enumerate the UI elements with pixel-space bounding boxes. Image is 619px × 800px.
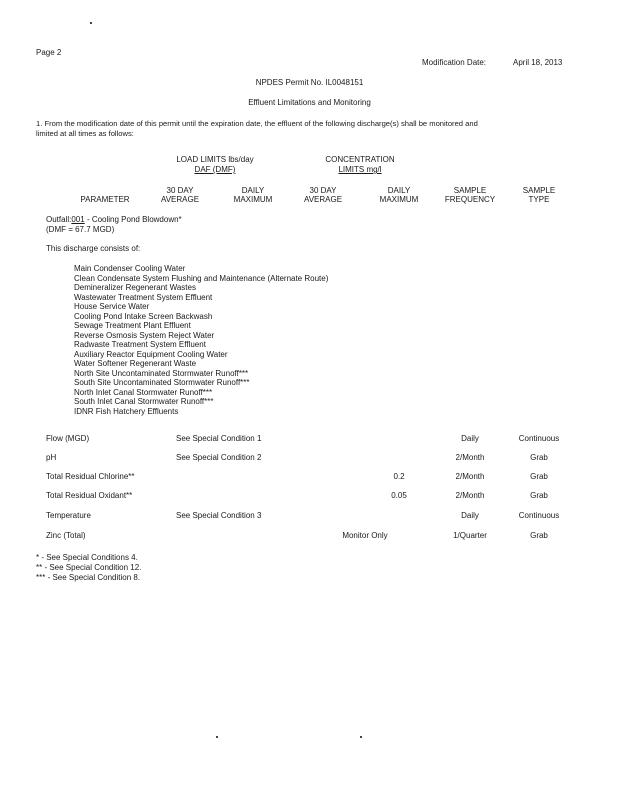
col-load-daily-1: DAILY — [241, 186, 265, 195]
row-parameter: pH — [46, 453, 57, 462]
consists-label: This discharge consists of: — [46, 244, 141, 253]
row-load-note: See Special Condition 1 — [176, 434, 262, 443]
row-type: Continuous — [518, 434, 560, 443]
outfall-dmf: (DMF = 67.7 MGD) — [46, 225, 115, 234]
list-item: Wastewater Treatment System Effluent — [74, 292, 213, 302]
row-conc-max: 0.2 — [393, 472, 405, 481]
col-load-daily-2: MAXIMUM — [233, 195, 273, 204]
list-item: Sewage Treatment Plant Effluent — [74, 321, 191, 330]
col-frequency-1: SAMPLE — [453, 186, 487, 195]
row-type: Grab — [530, 531, 548, 540]
col-load-30day-1: 30 DAY — [166, 186, 194, 195]
row-load-note: See Special Condition 3 — [176, 511, 262, 520]
list-item: North Site Uncontaminated Stormwater Runoff*** — [74, 368, 249, 378]
list-item: Water Softener Regenerant Waste — [74, 359, 197, 368]
list-item: IDNR Fish Hatchery Effluents — [74, 406, 179, 416]
list-item: Clean Condensate System Flushing and Maintenance (Alternate Route) — [74, 273, 329, 283]
permit-number: NPDES Permit No. IL0048151 — [255, 78, 364, 87]
col-parameter: PARAMETER — [80, 195, 130, 204]
row-frequency: Daily — [461, 434, 479, 443]
row-parameter: Total Residual Chlorine** — [46, 472, 135, 481]
list-item: Demineralizer Regenerant Wastes — [74, 283, 196, 292]
scan-speck — [360, 736, 362, 738]
load-limits-heading: LOAD LIMITS lbs/day — [176, 155, 254, 164]
col-type-1: SAMPLE — [522, 186, 556, 195]
row-parameter: Zinc (Total) — [46, 531, 86, 540]
list-item: South Inlet Canal Stormwater Runoff*** — [74, 397, 214, 406]
scan-speck — [90, 22, 92, 24]
row-frequency: 2/Month — [455, 472, 485, 481]
col-load-30day-2: AVERAGE — [160, 195, 200, 204]
row-parameter: Total Residual Oxidant** — [46, 491, 133, 500]
outfall-label: Outfall: — [46, 215, 72, 224]
outfall-name: - Cooling Pond Blowdown* — [86, 215, 182, 224]
outfall-number: 001 — [71, 215, 85, 224]
modification-date: April 18, 2013 — [513, 58, 563, 67]
list-item: North Inlet Canal Stormwater Runoff*** — [74, 387, 213, 397]
row-parameter: Temperature — [46, 511, 91, 520]
outfall-line — [46, 215, 182, 225]
scan-speck — [216, 736, 218, 738]
row-parameter: Flow (MGD) — [46, 434, 90, 443]
row-conc-note: Monitor Only — [342, 531, 388, 540]
page-label: Page 2 — [36, 48, 62, 57]
intro-line-2: limited at all times as follows: — [36, 129, 134, 138]
list-item: Reverse Osmosis System Reject Water — [74, 330, 215, 340]
row-frequency: 2/Month — [455, 491, 485, 500]
load-limits-units: DAF (DMF) — [194, 165, 236, 174]
list-item: Radwaste Treatment System Effluent — [74, 340, 206, 349]
col-conc-daily-1: DAILY — [387, 186, 411, 195]
waste-stream-list — [74, 264, 328, 416]
intro-line-1: 1. From the modification date of this permit until the expiration date, the effluent of the following discharge(s) shall be monitored and — [36, 119, 478, 128]
list-item: Main Condenser Cooling Water — [74, 264, 186, 273]
modification-label: Modification Date: — [422, 58, 487, 67]
list-item: South Site Uncontaminated Stormwater Runoff*** — [74, 378, 250, 387]
footnote: *** - See Special Condition 8. — [36, 573, 141, 582]
row-type: Grab — [530, 491, 548, 500]
list-item: House Service Water — [74, 302, 150, 311]
section-title: Effluent Limitations and Monitoring — [248, 98, 371, 107]
row-type: Grab — [530, 472, 548, 481]
col-conc-30day-1: 30 DAY — [309, 186, 337, 195]
col-frequency-2: FREQUENCY — [444, 195, 496, 204]
row-load-note: See Special Condition 2 — [176, 453, 262, 462]
list-item: Cooling Pond Intake Screen Backwash — [74, 311, 213, 321]
row-frequency: 2/Month — [455, 453, 485, 462]
row-frequency: 1/Quarter — [453, 531, 487, 540]
row-type: Continuous — [518, 511, 560, 520]
footnote: * - See Special Conditions 4. — [36, 553, 138, 562]
col-type-2: TYPE — [528, 195, 550, 204]
row-frequency: Daily — [461, 511, 479, 520]
concentration-units: LIMITS mg/l — [338, 165, 382, 174]
row-conc-max: 0.05 — [391, 491, 407, 500]
row-type: Grab — [530, 453, 548, 462]
col-conc-30day-2: AVERAGE — [303, 195, 343, 204]
concentration-heading: CONCENTRATION — [325, 155, 395, 164]
list-item: Auxiliary Reactor Equipment Cooling Water — [74, 349, 228, 359]
col-conc-daily-2: MAXIMUM — [379, 195, 419, 204]
footnote: ** - See Special Condition 12. — [36, 563, 142, 572]
